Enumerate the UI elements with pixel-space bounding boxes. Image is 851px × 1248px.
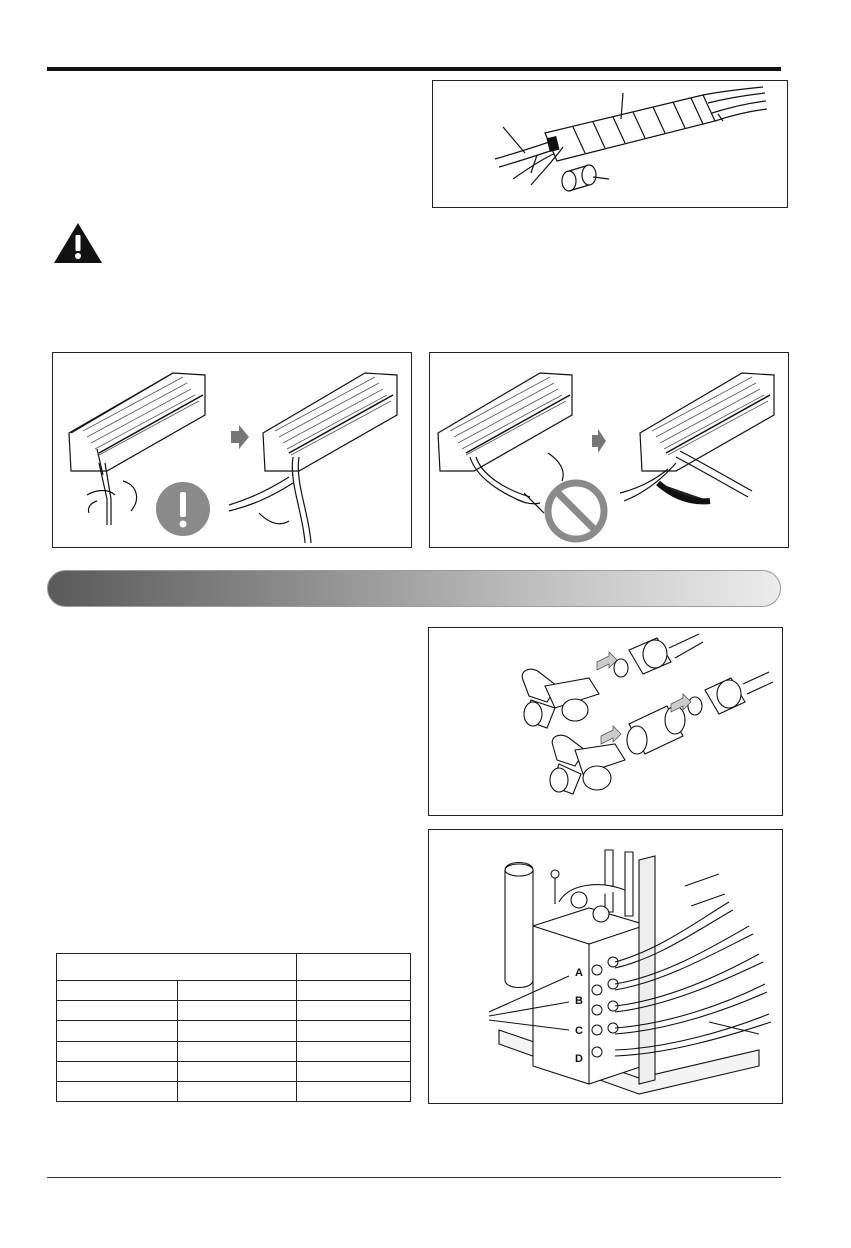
footer-rule [47, 1177, 781, 1178]
branch-unit-figure [428, 829, 783, 1104]
table-cell [297, 981, 411, 1001]
table-row [57, 1081, 411, 1101]
table-cell [57, 1061, 178, 1081]
exclamation-circle-icon [155, 481, 211, 537]
table-cell [57, 1081, 178, 1101]
table-header-cell [57, 954, 297, 981]
table-row [57, 1021, 411, 1041]
table-cell [297, 1081, 411, 1101]
port-b-letter: B [575, 995, 583, 1007]
table-cell [178, 981, 297, 1001]
table-cell [297, 1021, 411, 1041]
header-rule [47, 67, 781, 71]
table-row [57, 1001, 411, 1021]
incorrect-method-figure [429, 352, 789, 548]
table-row [57, 1041, 411, 1061]
flare-connection-figure [428, 627, 783, 816]
prohibited-icon [544, 479, 608, 543]
table-row [57, 981, 411, 1001]
table-cell [297, 1041, 411, 1061]
table-cell [178, 1021, 297, 1041]
table-cell [297, 1001, 411, 1021]
pipe-taping-icon [433, 81, 787, 207]
table-header-row [57, 954, 411, 981]
correct-method-figure [52, 352, 412, 548]
warning-triangle-icon [52, 221, 104, 265]
table-cell [57, 1041, 178, 1061]
table-cell [178, 1001, 297, 1021]
table-cell [178, 1041, 297, 1061]
table-cell [57, 1001, 178, 1021]
footer-text [47, 1184, 781, 1200]
port-d-letter: D [575, 1053, 583, 1065]
table-cell [178, 1081, 297, 1101]
branch-valve-icon [429, 830, 782, 1103]
section-band [47, 570, 781, 607]
table-cell [57, 981, 178, 1001]
table-cell [297, 1061, 411, 1081]
table-cell [178, 1061, 297, 1081]
table-row [57, 1061, 411, 1081]
table-cell [57, 1021, 178, 1041]
port-a-letter: A [575, 967, 583, 979]
port-c-letter: C [575, 1025, 583, 1037]
spec-table [56, 953, 411, 1102]
flare-nut-icon [429, 628, 782, 815]
taping-figure [432, 80, 788, 208]
table-header-cell [297, 954, 411, 981]
